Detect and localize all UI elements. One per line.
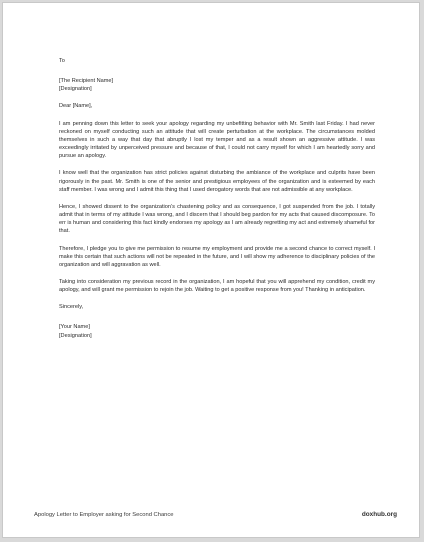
sender-name: [Your Name] — [59, 324, 90, 331]
paragraph: Therefore, I pledge you to give me permission to resume my employment and provide me a second chance to correct myself. I make this certain that such actions will not be repeated in the future, and I will show my adherence to disciplinary policies of the organization and will aggravation as well. — [59, 245, 375, 268]
paragraph: Hence, I showed dissent to the organization’s chastening policy and as consequence, I got suspended from the job. I totally admit that in terms of my attitude I was wrong, and I discern that I should beg pardon for my acts that caused discomposure. To err is human and considering this fact kindly endorses my apology as I am already regretting my act and extremely shameful for that. — [59, 203, 375, 235]
paragraph: I am penning down this letter to seek your apology regarding my unbefitting behavior with Mr. Smith last Friday. I had never reckoned on myself conducting such an attitude that will create perturbation at the workplace. The circumstances molded themselves in such a way that day that abruptly I lost my temper and as a result shown an aggressive attitude. I was exceedingly irritated by unperceived pressure and because of that, I could not carry myself for which I am heartedly sorry and pursue an apology. — [59, 120, 375, 160]
site-logo-text[interactable]: doxhub.org — [361, 511, 397, 518]
closing: Sincerely, — [59, 304, 84, 311]
to-label: To — [59, 58, 65, 64]
document-page — [2, 2, 420, 538]
page-footer — [34, 509, 397, 521]
recipient-name: [The Recipient Name] — [59, 78, 114, 85]
paragraph: Taking into consideration my previous record in the organization, I am hopeful that you will apprehend my condition, credit my apology, and will grant me permission to rejoin the job. Waiting to get a positive response from you! Thanking in anticipation. — [59, 278, 375, 294]
paragraph: I know well that the organization has strict policies against disturbing the ambiance of the workplace and culprits have been rigorously in the past. Mr. Smith is one of the senior and prestigious employees of the organization and is esteemed by each staff member. I was wrong and I admit this thing that I used derogatory words that are not admissible at any workplace. — [59, 170, 375, 193]
sender-designation: [Designation] — [59, 332, 92, 339]
letter-body — [59, 57, 375, 340]
salutation: Dear [Name], — [59, 103, 93, 110]
recipient-designation: [Designation] — [59, 86, 92, 93]
document-title: Apology Letter to Employer asking for Second Chance — [34, 512, 174, 518]
